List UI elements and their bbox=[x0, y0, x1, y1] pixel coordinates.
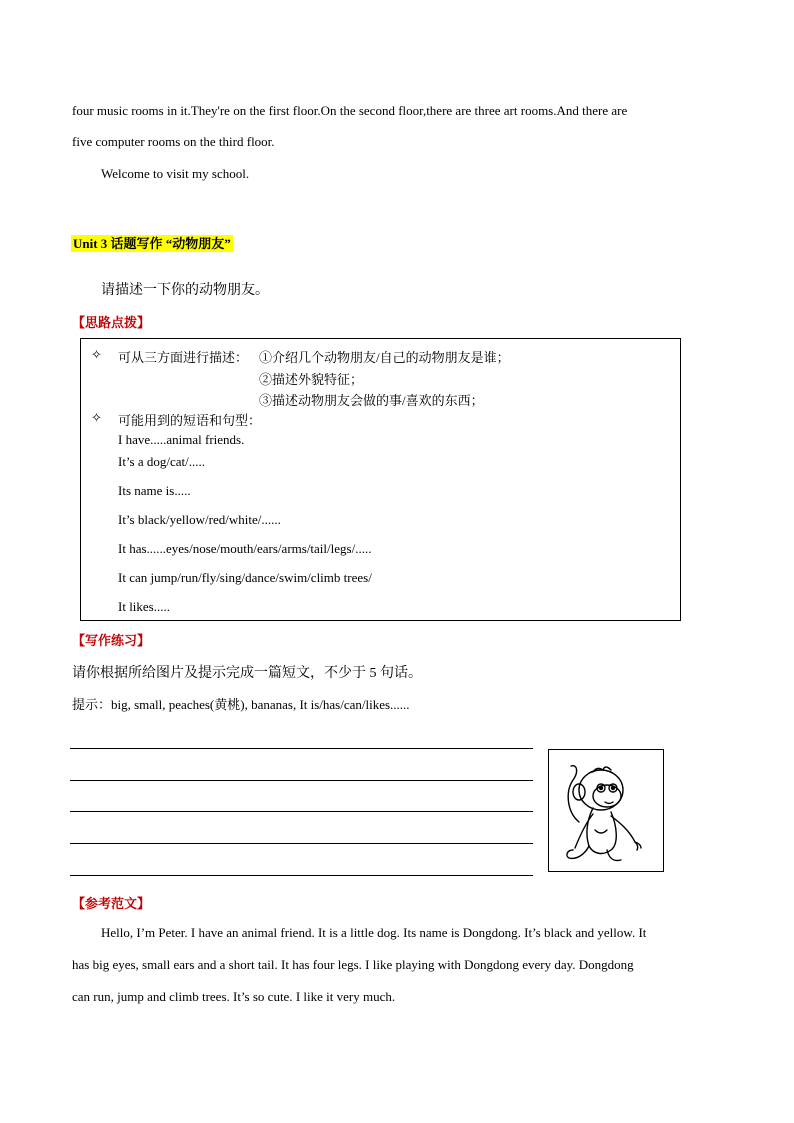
pattern-line: It likes..... bbox=[118, 599, 170, 614]
intro-line-3: Welcome to visit my school. bbox=[101, 166, 250, 181]
section-practice-heading: 【写作练习】 bbox=[72, 633, 151, 648]
writing-line[interactable] bbox=[70, 748, 533, 749]
bullet-icon: ✧ bbox=[91, 410, 102, 425]
writing-line[interactable] bbox=[70, 843, 533, 844]
intro-line-1: four music rooms in it.They're on the first floor.On the second floor,there are three art rooms.And there are bbox=[72, 103, 628, 118]
sample-line-1: Hello, I’m Peter. I have an animal friend. It is a little dog. Its name is Dongdong. It’s black and yellow. It bbox=[101, 925, 647, 940]
writing-line[interactable] bbox=[70, 780, 533, 781]
bullet-icon: ✧ bbox=[91, 347, 102, 362]
point2-lead: 可能用到的短语和句型： bbox=[118, 413, 262, 428]
pattern-line: Its name is..... bbox=[118, 483, 191, 498]
writing-line[interactable] bbox=[70, 811, 533, 812]
point1-item-1: ①介绍几个动物朋友/自己的动物朋友是谁； bbox=[259, 350, 510, 365]
sample-line-2: has big eyes, small ears and a short tail. It has four legs. I like playing with Dongdong every day. Dongdong bbox=[72, 957, 634, 972]
thinking-box bbox=[80, 338, 681, 621]
writing-line[interactable] bbox=[70, 875, 533, 876]
practice-hint: 提示：big, small, peaches(黄桃), bananas, It is/has/can/likes...... bbox=[72, 697, 410, 712]
section-thinking-heading: 【思路点拨】 bbox=[72, 315, 151, 330]
point1-lead: 可从三方面进行描述： bbox=[118, 350, 249, 365]
unit-heading-text: Unit 3 话题写作 “动物朋友” bbox=[73, 236, 231, 251]
pattern-line: It has......eyes/nose/mouth/ears/arms/tail/legs/..... bbox=[118, 541, 372, 556]
monkey-image-frame bbox=[548, 749, 664, 872]
point1-item-2: ②描述外貌特征； bbox=[259, 372, 364, 387]
monkey-icon bbox=[549, 750, 663, 871]
point1-item-3: ③描述动物朋友会做的事/喜欢的东西； bbox=[259, 393, 484, 408]
intro-line-2: five computer rooms on the third floor. bbox=[72, 134, 275, 149]
pattern-line: It’s a dog/cat/..... bbox=[118, 454, 206, 469]
pattern-line: It can jump/run/fly/sing/dance/swim/climb trees/ bbox=[118, 570, 372, 585]
pattern-line: I have.....animal friends. bbox=[118, 432, 245, 447]
writing-prompt: 请描述一下你的动物朋友。 bbox=[101, 283, 269, 298]
section-sample-heading: 【参考范文】 bbox=[72, 896, 151, 911]
practice-instruction: 请你根据所给图片及提示完成一篇短文，不少于 5 句话。 bbox=[72, 666, 422, 681]
unit-heading bbox=[71, 233, 233, 252]
pattern-line: It’s black/yellow/red/white/...... bbox=[118, 512, 281, 527]
sample-line-3: can run, jump and climb trees. It’s so cute. I like it very much. bbox=[72, 989, 396, 1004]
